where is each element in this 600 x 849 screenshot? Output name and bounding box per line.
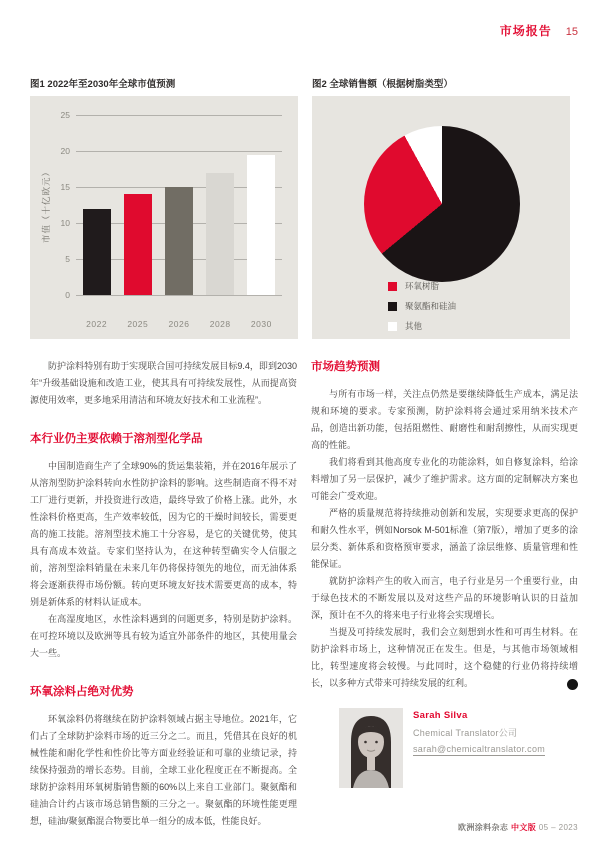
- bar-2022: [83, 209, 111, 295]
- page-number: 15: [565, 26, 578, 38]
- y-tick-label: 0: [65, 290, 70, 300]
- bar-chart-panel: [30, 96, 298, 339]
- y-tick-label: 20: [60, 146, 70, 156]
- bar-chart-plot-area: [41, 110, 282, 329]
- y-axis-label: 市值（十亿欧元）: [41, 166, 51, 244]
- x-tick-label: 2028: [209, 319, 231, 329]
- author-info: [413, 708, 545, 788]
- article-end-icon: ‹: [567, 679, 578, 690]
- paragraph: 环氧涂料仍将继续在防护涂料领域占据主导地位。2021年，它们占了全球防护涂料市场的近三分之二。而且，凭借其在良好的机械性能和耐化学性和性价比等方面业经验证和可靠的业绩记录，持续保持强劲的增长态势。目前，全球工业化程度正在不断提高。全球防护涂料用环氧树脂销售额的60%以上来自工业部门。聚氨酯和硅油合计约占该市场总销售额的三分之一。聚氨酯的环境性能更理想，硅油/聚氨酯混合物要比单一组分的成本低，性能良好。: [30, 714, 297, 826]
- paragraph: 严格的质量规范将持续推动创新和发展，实现要求更高的保护和耐久性水平，例如Norsok M-501标准（第7版），增加了更多的涂层分类、新体系和资格预审要求，涵盖了涂层维修、质量管理和性能保证。: [311, 508, 578, 569]
- journal-name: 欧洲涂料杂志: [457, 823, 509, 832]
- paragraph-intro: 防护涂料特别有助于实现联合国可持续发展目标9.4，即到2030年“升级基础设施和改造工业，使其具有可持续发展性，从而提高资源使用效率，更多地采用清洁和环境友好技术和工业流程”。: [30, 361, 297, 405]
- paragraph: 在高湿度地区，水性涂料遇到的问题更多，特别是防护涂料。在可控环境以及欧洲等具有较为适宜外部条件的地区，其使用量会大一些。: [30, 614, 297, 658]
- legend-item: [388, 320, 456, 332]
- article-body: [30, 358, 588, 830]
- paragraph: 与所有市场一样，关注点仍然是要继续降低生产成本，满足法规和环境的要求。专家预测，防护涂料将会通过采用纳米技术产品，创造出新功能，包括阻燃性、耐磨性和耐刮擦性，从而实现更高的性能。: [311, 389, 578, 450]
- author-email[interactable]: sarah@chemicaltranslator.com: [413, 744, 546, 754]
- y-tick-label: 25: [60, 110, 70, 120]
- paragraph: 就防护涂料产生的收入而言，电子行业是另一个重要行业，由于绿色技术的不断发展以及对这些产品的环境影响认识的日益加深，预计在不久的将来电子行业将会实现增长。: [311, 576, 578, 620]
- figure2-caption: 图2 全球销售额（根据树脂类型）: [312, 79, 453, 90]
- heading-market-trends: 市场趋势预测: [311, 361, 380, 373]
- legend-swatch: [388, 302, 397, 311]
- bar-2030: [247, 155, 275, 295]
- edition-label: 中文版: [510, 823, 537, 832]
- legend-swatch: [388, 282, 397, 291]
- section-title: 市场报告: [499, 24, 552, 38]
- gridline: [76, 295, 282, 296]
- heading-solventborne: 本行业仍主要依赖于溶剂型化学品: [30, 433, 203, 445]
- paragraph: 我们将看到其他高度专业化的功能涂料，如自修复涂料，给涂料增加了另一层保护，减少了维护需求。这方面的定制解决方案也可能会广受欢迎。: [311, 457, 578, 501]
- heading-epoxy-dominance: 环氧涂料占绝对优势: [30, 686, 134, 698]
- gridline: [76, 151, 282, 152]
- y-tick-label: 5: [65, 254, 70, 264]
- pie-legend: [388, 280, 456, 340]
- author-card: [339, 708, 578, 788]
- x-tick-label: 2025: [127, 319, 149, 329]
- page-footer: [458, 822, 578, 833]
- legend-item: [388, 300, 456, 312]
- author-portrait-illustration: [339, 708, 403, 788]
- author-company: Chemical Translator公司: [413, 728, 518, 738]
- legend-label: 其他: [405, 321, 423, 331]
- paragraph: 中国制造商生产了全球90%的货运集装箱，并在2016年展示了从溶剂型防护涂料转向水性防护涂料的影响。这些制造商不得不对工厂进行更新，并投资进行改造，最终导致了价格上涨。此外，水性涂料价格更高，生产效率较低，因为它的干燥时间较长，需要更高的施工技能。溶剂型技术施工十分容易，是它的关键优势，使其具有高成本效益。专家们坚持认为，在这种转型确实令人信服之前，溶剂型涂料销量在未来几年仍将保持领先的地位，而无油体系将会逐渐获得市场份额。转向更环境友好技术需要更高的成本，特别是新体系的材料认证成本。: [30, 461, 297, 607]
- y-tick-label: 15: [60, 182, 70, 192]
- author-name: Sarah Silva: [413, 710, 468, 721]
- page-header: [500, 22, 578, 39]
- legend-item: [388, 280, 456, 292]
- x-tick-label: 2026: [168, 319, 190, 329]
- bar-2026: [165, 187, 193, 295]
- issue-number: 05 – 2023: [538, 823, 578, 832]
- y-tick-label: 10: [60, 218, 70, 228]
- left-column: [30, 358, 297, 830]
- bar-2025: [124, 194, 152, 295]
- figure1-caption: 图1 2022年至2030年全球市值预测: [30, 79, 176, 90]
- legend-label: 环氧树脂: [405, 281, 440, 291]
- x-tick-label: 2030: [250, 319, 272, 329]
- gridline: [76, 115, 282, 116]
- x-tick-label: 2022: [86, 319, 108, 329]
- author-photo: [339, 708, 403, 788]
- right-column: [311, 358, 588, 830]
- pie-chart: [364, 126, 520, 282]
- legend-swatch: [388, 322, 397, 331]
- legend-label: 聚氨酯和硅油: [405, 301, 457, 311]
- paragraph-last: [311, 624, 588, 692]
- pie-chart-panel: [312, 96, 570, 339]
- bar-2028: [206, 173, 234, 295]
- paragraph-text: 当提及可持续发展时，我们会立刻想到水性和可再生材料。在防护涂料市场上，这种情况正在发生。但是，与其他市场领域相比，转型速度将会较慢。与此同时，这个稳健的行业仍将持续增长，以多种方式带来可持续发展的红利。: [311, 627, 578, 688]
